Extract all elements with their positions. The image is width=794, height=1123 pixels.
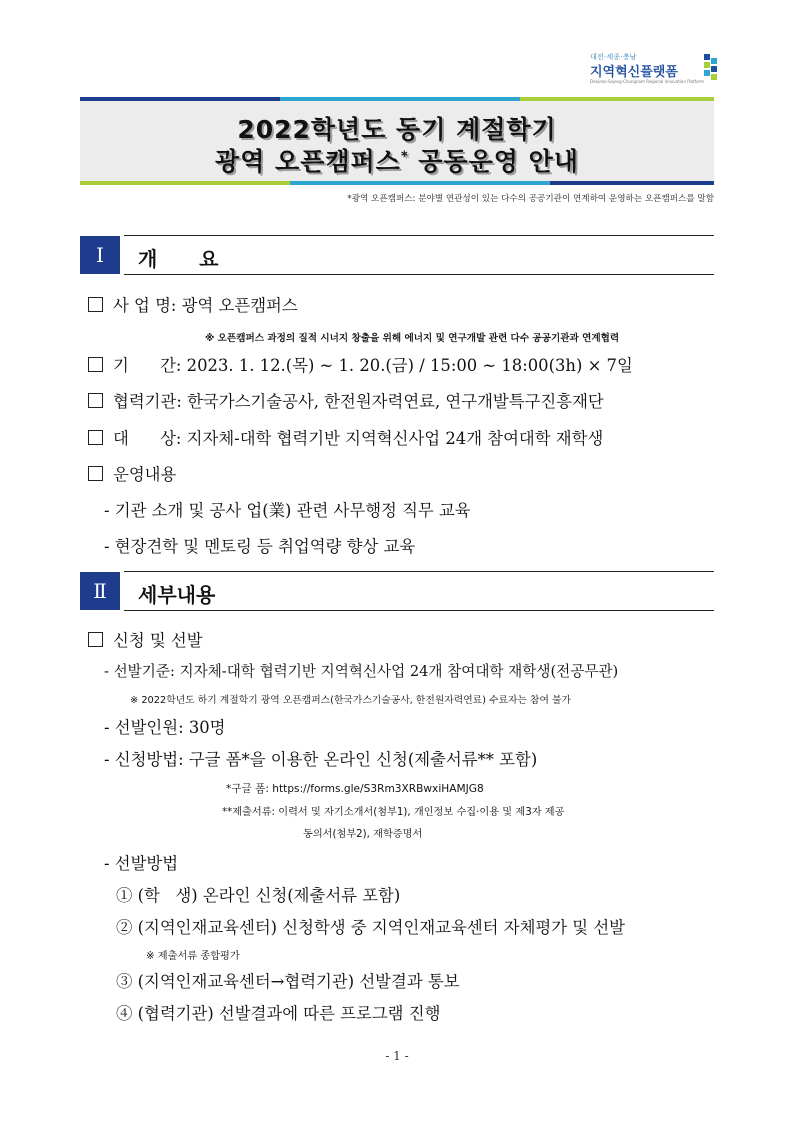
process-step: ③ (지역인재교육센터→협력기관) 선발결과 통보: [116, 972, 460, 991]
checkbox-icon: [88, 357, 103, 372]
overview-item-contents: [88, 461, 176, 485]
page-number: - 1 -: [385, 1049, 409, 1063]
logo-mark-icon: [702, 54, 718, 84]
item-label: 운영내용: [113, 465, 177, 484]
checkbox-icon: [88, 466, 103, 481]
overview-note: ※ 오픈캠퍼스 과정의 질적 시너지 창출을 위해 에너지 및 연구개발 관련 다수 공공기관과 연계협력: [205, 333, 620, 344]
apply-method: - 신청방법: 구글 폼*을 이용한 온라인 신청(제출서류** 포함): [104, 750, 538, 769]
section-2-title: 세부내용: [138, 583, 216, 607]
overview-item-target: [88, 425, 603, 449]
title-line-2-main: 광역 오픈캠퍼스: [215, 147, 401, 176]
item-value: 지자체-대학 협력기반 지역혁신사업 24개 참여대학 재학생: [186, 429, 604, 448]
title-line-2-tail: 공동운영 안내: [408, 147, 579, 176]
section-1-number: Ⅰ: [80, 236, 120, 274]
logo-name: 지역혁신플랫폼: [590, 65, 678, 80]
checkbox-icon: [88, 632, 103, 647]
process-heading: - 선발방법: [104, 854, 179, 873]
process-step: ② (지역인재교육센터) 신청학생 중 지역인재교육센터 자체평가 및 선발: [116, 918, 625, 937]
document-title-line-2: [80, 142, 714, 178]
item-value: 광역 오픈캠퍼스: [181, 296, 298, 315]
process-step: ① (학 생) 온라인 신청(제출서류 포함): [116, 886, 401, 905]
item-label: 대 상:: [113, 429, 182, 448]
heading-text: 신청 및 선발: [113, 631, 203, 650]
logo-region: 대전·세종·충남: [590, 53, 637, 61]
title-bar-bottom-left: [80, 181, 290, 185]
selection-count: - 선발인원: 30명: [104, 718, 226, 737]
logo-tagline: Daejeon-Sejong-Chungnam Regional Innovation Platform: [590, 79, 705, 84]
overview-item-partners: [88, 388, 604, 412]
item-value: 2023. 1. 12.(목) ~ 1. 20.(금) / 15:00 ~ 18:00(3h) × 7일: [186, 356, 633, 375]
content-item: - 기관 소개 및 공사 업(業) 관련 사무행정 직무 교육: [104, 501, 471, 520]
checkbox-icon: [88, 393, 103, 408]
overview-item-period: [88, 352, 633, 376]
checkbox-icon: [88, 430, 103, 445]
title-footnote-mark: *: [400, 149, 409, 165]
item-value: 한국가스기술공사, 한전원자력연료, 연구개발특구진흥재단: [187, 392, 604, 411]
criteria-note: ※ 2022학년도 하기 계절학기 광역 오픈캠퍼스(한국가스기술공사, 한전원자력연료) 수료자는 참여 불가: [130, 695, 572, 706]
required-docs-line-1: **제출서류: 이력서 및 자기소개서(첨부1), 개인정보 수집·이용 및 제3자 제공: [222, 807, 565, 818]
item-label: 기 간:: [113, 356, 182, 375]
item-label: 사 업 명:: [113, 296, 177, 315]
google-form-link[interactable]: *구글 폼: https://forms.gle/S3Rm3XRBwxiHAMJG8: [226, 783, 484, 795]
document-title-line-1: 2022학년도 동기 계절학기: [237, 115, 557, 144]
title-bar-bottom-middle: [290, 181, 550, 185]
content-item: - 현장견학 및 멘토링 등 취업역량 향상 교육: [104, 537, 416, 556]
section-2-number: Ⅱ: [80, 572, 120, 610]
checkbox-icon: [88, 297, 103, 312]
section-1-title: 개 요: [138, 247, 219, 271]
title-bar-bottom-right: [550, 181, 714, 185]
section-2-bottom-rule: [124, 610, 714, 611]
process-step: ④ (협력기관) 선발결과에 따른 프로그램 진행: [116, 1004, 441, 1023]
platform-logo: [590, 52, 720, 88]
section-1-bottom-rule: [124, 274, 714, 275]
section-2-top-rule: [124, 571, 714, 572]
section-1-top-rule: [124, 235, 714, 236]
item-label: 협력기관:: [113, 392, 182, 411]
overview-item-name: [88, 292, 298, 316]
title-footnote: *광역 오픈캠퍼스: 분야별 연관성이 있는 다수의 공공기관이 연계하여 운영하는 오픈캠퍼스를 말함: [347, 194, 714, 204]
step-2-note: ※ 제출서류 종합평가: [146, 951, 240, 962]
required-docs-line-2: 동의서(첨부2), 재학증명서: [303, 829, 423, 840]
apply-heading: [88, 627, 203, 651]
selection-criteria: - 선발기준: 지자체-대학 협력기반 지역혁신사업 24개 참여대학 재학생(전공무관): [104, 663, 619, 680]
